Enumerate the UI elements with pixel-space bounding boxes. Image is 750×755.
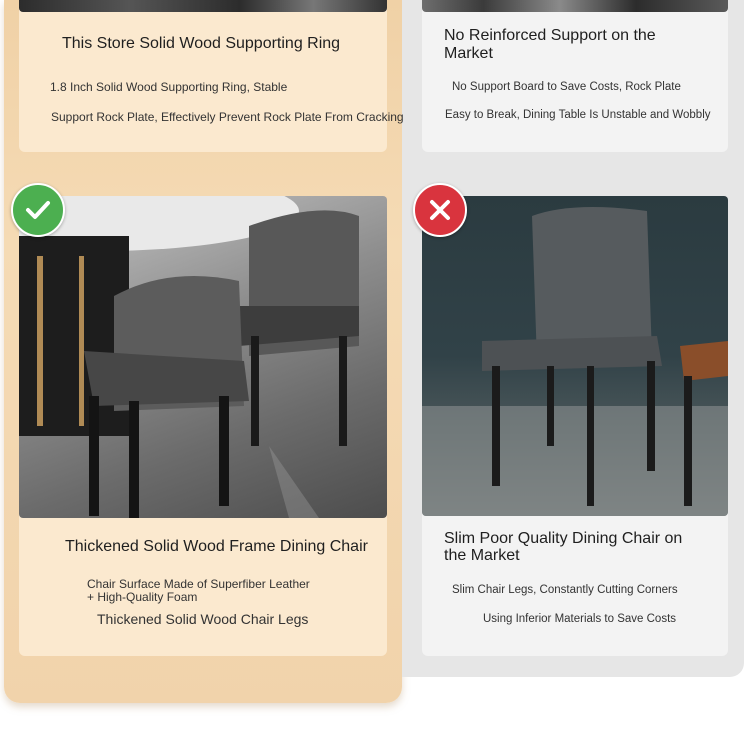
- good-chair-photo: [19, 196, 387, 518]
- bad-top-card: [422, 0, 728, 152]
- good-top-title: This Store Solid Wood Supporting Ring: [62, 35, 341, 52]
- checkmark-icon: [11, 183, 65, 237]
- good-bottom-text-line3: Thickened Solid Wood Chair Legs: [97, 611, 309, 627]
- bad-bottom-text-line2: Using Inferior Materials to Save Costs: [483, 613, 677, 625]
- good-top-text-line2: Support Rock Plate, Effectively Prevent Rock Plate From Cracking: [51, 110, 404, 124]
- bad-top-photo-strip: [422, 0, 728, 12]
- cross-icon: [413, 183, 467, 237]
- good-top-text-line1: 1.8 Inch Solid Wood Supporting Ring, Stable: [50, 80, 288, 94]
- bad-chair-photo: [422, 196, 728, 516]
- good-chair-illustration: [19, 196, 387, 518]
- good-bottom-text-line2: + High-Quality Foam: [87, 590, 198, 604]
- bad-bottom-text-line1: Slim Chair Legs, Constantly Cutting Corners: [452, 584, 678, 596]
- good-bottom-text-line1: Chair Surface Made of Superfiber Leather: [87, 577, 310, 591]
- bad-bottom-title-line2: the Market: [444, 547, 520, 564]
- good-top-photo-strip: [19, 0, 387, 12]
- good-bottom-title: Thickened Solid Wood Frame Dining Chair: [65, 538, 368, 555]
- good-top-card: [19, 0, 387, 152]
- bad-top-text-line2: Easy to Break, Dining Table Is Unstable and Wobbly: [445, 109, 711, 121]
- bad-top-title-line2: Market: [444, 45, 493, 62]
- bad-top-text-line1: No Support Board to Save Costs, Rock Plate: [452, 81, 681, 93]
- bad-top-title-line1: No Reinforced Support on the: [444, 27, 656, 44]
- bad-chair-illustration: [422, 196, 728, 516]
- bad-bottom-title-line1: Slim Poor Quality Dining Chair on: [444, 530, 683, 547]
